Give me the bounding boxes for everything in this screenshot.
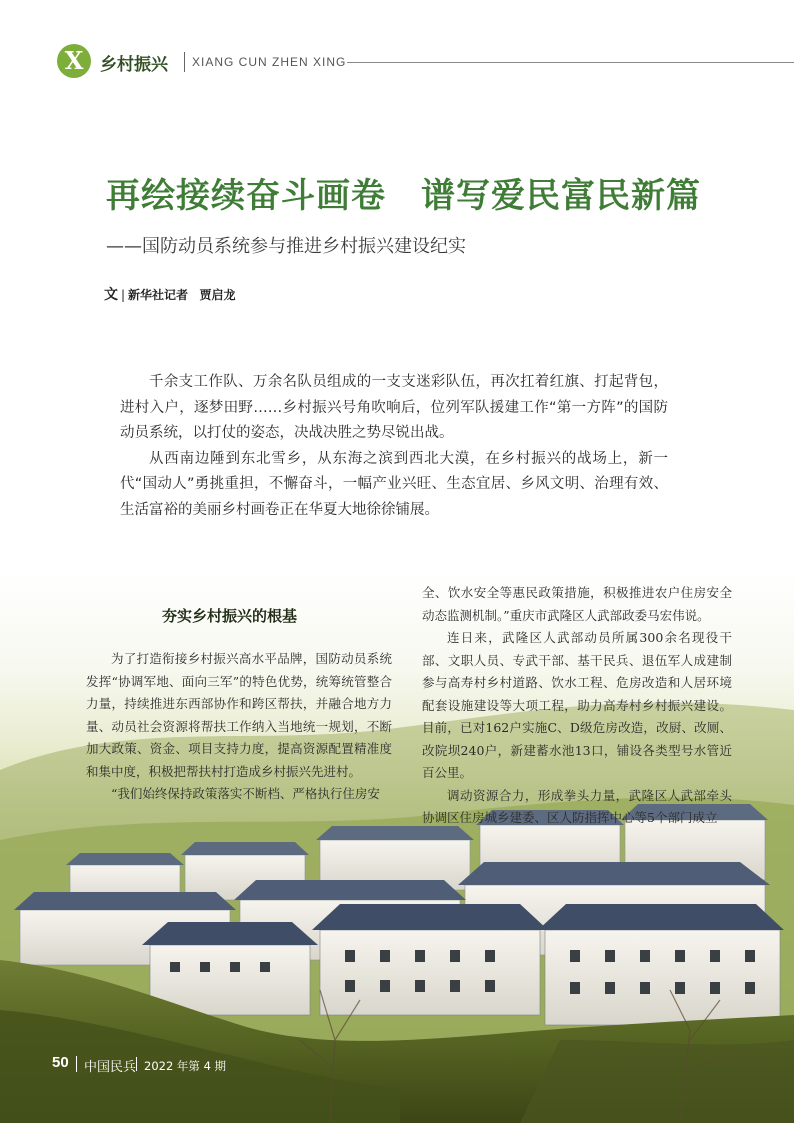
byline: [104, 284, 236, 304]
byline-divider: |: [121, 288, 126, 302]
intro-paragraph: 千余支工作队、万余名队员组成的一支支迷彩队伍，再次扛着红旗、打起背包，进村入户，逐梦田野……乡村振兴号角吹响后，位列军队援建工作“第一方阵”的国防动员系统，以打仗的姿态，决战决胜之势尽锐出战。: [120, 374, 668, 441]
section-heading: 夯实乡村振兴的根基: [162, 607, 298, 625]
header-rule: [347, 62, 794, 63]
section-name-pinyin: XIANG CUN ZHEN XING: [192, 55, 347, 69]
article-title: 再绘接续奋斗画卷 谱写爱民富民新篇: [106, 176, 701, 216]
page-number: 50: [52, 1054, 69, 1071]
body-paragraph: 调动资源合力，形成拳头力量，武隆区人武部牵头协调区住房城乡建委、区人防指挥中心等5个部门成立: [422, 787, 732, 825]
footer-divider: [136, 1057, 137, 1071]
issue-label: 2022 年第 4 期: [144, 1059, 227, 1073]
body-paragraph: 全、饮水安全等惠民政策措施，积极推进农户住房安全动态监测机制。”重庆市武隆区人武部政委马宏伟说。: [422, 585, 732, 623]
magazine-name: 中国民兵: [84, 1060, 137, 1075]
body-column-left: [86, 648, 392, 806]
section-name: 乡村振兴: [100, 55, 168, 75]
body-paragraph: 连日来，武隆区人武部动员所属300余名现役干部、文职人员、专武干部、基干民兵、退伍军人成建制参与高寿村乡村道路、饮水工程、危房改造和人居环境配套设施建设等大项工程，助力高寿村乡村振兴建设。目前，已对162户实施C、D级危房改造，改厨、改厕、改院坝240户，新建蓄水池13口，铺设各类型号水管近百公里。: [422, 630, 732, 780]
body-paragraph: 为了打造衔接乡村振兴高水平品牌，国防动员系统发挥“协调军地、面向三军”的特色优势，统筹统管整合力量，持续推进东西部协作和跨区帮扶，并融合地方力量、动员社会资源将帮扶工作纳入当地统一规划，不断加大政策、资金、项目支持力度，提高资源配置精准度和集中度，积极把帮扶村打造成乡村振兴先进村。: [86, 651, 392, 779]
article-intro: [120, 370, 668, 523]
body-paragraph: “我们始终保持政策落实不断档、严格执行住房安: [111, 786, 380, 801]
footer-divider: [76, 1056, 77, 1072]
body-column-right: [422, 582, 732, 830]
article-subtitle: ——国防动员系统参与推进乡村振兴建设纪实: [106, 236, 466, 257]
section-badge-icon: X: [57, 44, 91, 78]
header-divider: [184, 52, 185, 72]
byline-prefix: 文: [104, 287, 118, 303]
byline-org: 新华社记者: [128, 288, 189, 302]
byline-author: 贾启龙: [199, 288, 236, 302]
intro-paragraph: 从西南边陲到东北雪乡，从东海之滨到西北大漠，在乡村振兴的战场上，新一代“国动人”勇挑重担，不懈奋斗，一幅产业兴旺、生态宜居、乡风文明、治理有效、生活富裕的美丽乡村画卷正在华夏大地徐徐铺展。: [120, 450, 668, 518]
